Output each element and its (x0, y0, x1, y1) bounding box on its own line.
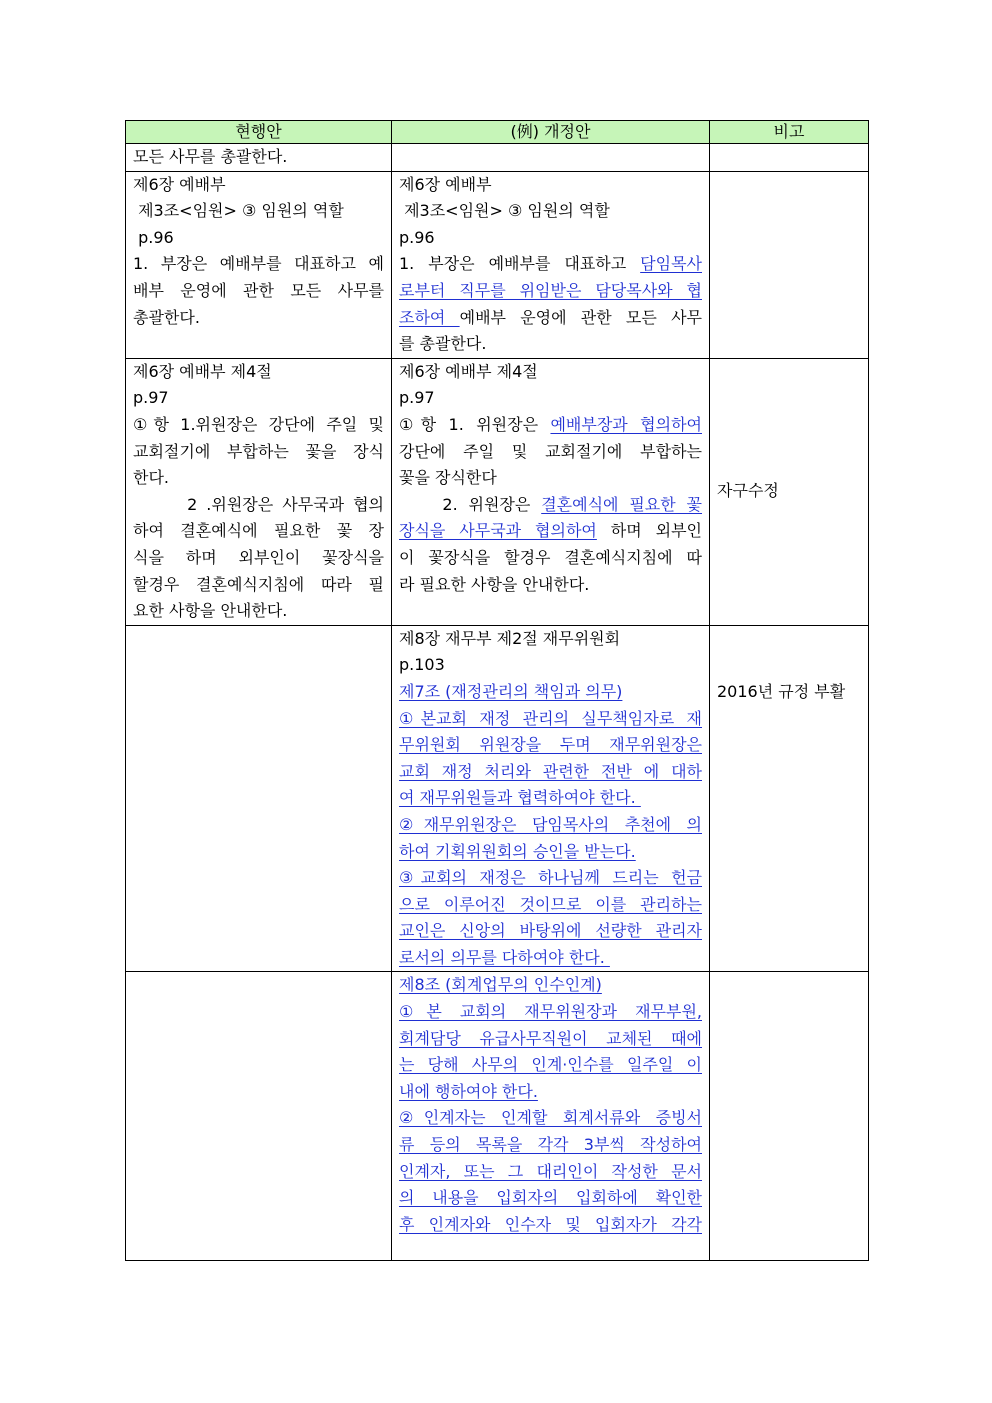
revised-text: 교인은 신앙의 바탕위에 선량한 관리자 (399, 921, 702, 941)
text-line: 교회절기에 부합하는 꽃을 장식 (133, 441, 384, 461)
revised-text: ①본 교회의 재무위원장과 재무부원, (399, 1002, 702, 1022)
text-line: 총괄한다. (133, 307, 200, 327)
revised-text: 인계자, 또는 그 대리인이 작성한 문서 (399, 1161, 702, 1181)
text-line: 제6장 예배부 (399, 174, 492, 194)
revised-text: 내에 행하여야 한다. (399, 1081, 538, 1101)
text-line: 1. 부장은 예배부를 대표하고 예 (133, 254, 384, 274)
text-line: 꽃을 장식한다 (399, 468, 497, 488)
current-cell (126, 972, 392, 1261)
revised-text: 후 인계자와 인수자 및 입회자가 각각 (399, 1214, 702, 1234)
text-line: 하여 결혼예식에 필요한 꽃 장 (133, 521, 384, 541)
text-line: 제3조<임원> ③ 임원의 역할 (133, 201, 344, 221)
text-segment: 예배부 운영에 관한 모든 사무 (459, 307, 702, 327)
header-note: 비고 (710, 121, 869, 144)
note-text (717, 626, 861, 679)
text-line: 제8장 재무부 제2절 재무위원회 (399, 628, 621, 648)
revised-text: ①본교회 재정 관리의 실무책임자로 재 (399, 708, 702, 728)
revised-text: 으로 이루어진 것이므로 이를 관리하는 (399, 894, 702, 914)
note-cell (710, 144, 869, 172)
revised-text: 담임목사 (640, 254, 702, 274)
revised-text: 여 재무위원들과 협력하여야 한다. (399, 788, 641, 808)
header-current: 현행안 (126, 121, 392, 144)
table-row (126, 972, 869, 1261)
current-cell (126, 171, 392, 358)
text-line: 제6장 예배부 (133, 174, 226, 194)
revised-text: 조하여 (399, 307, 460, 327)
text-line: p.97 (133, 388, 169, 408)
revised-text: 류 등의 목록을 각각 3부씩 작성하여 (399, 1135, 702, 1155)
note-cell (710, 358, 869, 625)
text-segment: 2. 위원장은 (399, 494, 542, 514)
text-line: p.96 (399, 227, 435, 247)
table-row (126, 144, 869, 172)
text-line: 강단에 주일 및 교회절기에 부합하는 (399, 441, 702, 461)
header-row (126, 121, 869, 144)
revised-cell (392, 358, 710, 625)
revised-text: 하여 기획위원회의 승인을 받는다. (399, 841, 636, 861)
revised-text: ③교회의 재정은 하나님께 드리는 헌금 (399, 868, 702, 888)
table-row (126, 171, 869, 358)
revised-text: ②재무위원장은 담임목사의 추천에 의 (399, 814, 702, 834)
current-cell (126, 144, 392, 172)
revised-cell (392, 171, 710, 358)
text-line (399, 305, 702, 332)
text-line: 제3조<임원> ③ 임원의 역할 (399, 201, 610, 221)
text-line: p.96 (133, 227, 174, 247)
text-line: ①항 1.위원장은 강단에 주일 및 (133, 414, 384, 434)
note-text: 2016년 규정 부활 (717, 681, 846, 701)
current-cell (126, 625, 392, 972)
text-line (399, 412, 702, 439)
revised-text: 제8조 (회계업무의 인수인계) (399, 975, 602, 995)
revised-cell (392, 625, 710, 972)
text-line: 제6장 예배부 제4절 (399, 361, 538, 381)
text-segment: ①항 1. 위원장은 (399, 414, 551, 434)
text-line: 배부 운영에 관한 모든 사무를 (133, 280, 384, 300)
text-line: p.103 (399, 655, 445, 675)
revised-cell (392, 972, 710, 1261)
table-row (126, 625, 869, 972)
text-line: 할경우 결혼예식지침에 따라 필 (133, 574, 384, 594)
revision-comparison-table (125, 120, 869, 1261)
revised-text: 는 당해 사무의 인계·인수를 일주일 이 (399, 1055, 702, 1075)
text-line: 한다. (133, 468, 169, 488)
text-line: p.97 (399, 388, 435, 408)
note-cell (710, 171, 869, 358)
table-row (126, 358, 869, 625)
text-line (399, 251, 702, 278)
text-segment: 하며 외부인 (596, 521, 702, 541)
text-line: 모든 사무를 총괄한다. (133, 147, 288, 166)
revised-cell (392, 144, 710, 172)
text-line: 요한 사항을 안내한다. (133, 601, 288, 621)
note-cell (710, 625, 869, 972)
text-segment: 1. 부장은 예배부를 대표하고 (399, 254, 641, 274)
revised-text: 무위원회 위원장을 두며 재무위원장은 (399, 735, 702, 755)
revised-text: 교회 재정 처리와 관련한 전반 에 대하 (399, 761, 702, 781)
text-line: 제6장 예배부 제4절 (133, 361, 272, 381)
text-line (399, 492, 702, 519)
note-cell (710, 972, 869, 1261)
revised-text: 의 내용을 입회자의 입회하에 확인한 (399, 1188, 702, 1208)
revised-text: 장식을 사무국과 협의하여 (399, 521, 597, 541)
revised-text: 제7조 (재정관리의 책임과 의무) (399, 681, 623, 701)
revised-text: 로부터 직무를 위임받은 담당목사와 협 (399, 280, 702, 300)
current-cell (126, 358, 392, 625)
revised-text: ②인계자는 인계할 회계서류와 증빙서 (399, 1108, 702, 1128)
revised-text: 회계담당 유급사무직원이 교체된 때에 (399, 1028, 702, 1048)
revised-text: 결혼예식에 필요한 꽃 (541, 494, 703, 514)
revised-text: 로서의 의무를 다하여야 한다. (399, 947, 610, 967)
text-line: 를 총괄한다. (399, 334, 487, 354)
text-line: 라 필요한 사항을 안내한다. (399, 574, 590, 594)
text-line: 2 .위원장은 사무국과 협의 (133, 494, 384, 514)
revised-text: 예배부장과 협의하여 (550, 414, 702, 434)
text-line: 식을 하며 외부인이 꽃장식을 (133, 547, 384, 567)
text-line (399, 518, 702, 545)
header-revised: (例) 개정안 (392, 121, 710, 144)
text-line: 이 꽃장식을 할경우 결혼예식지침에 따 (399, 547, 702, 567)
note-text: 자구수정 (717, 481, 779, 501)
